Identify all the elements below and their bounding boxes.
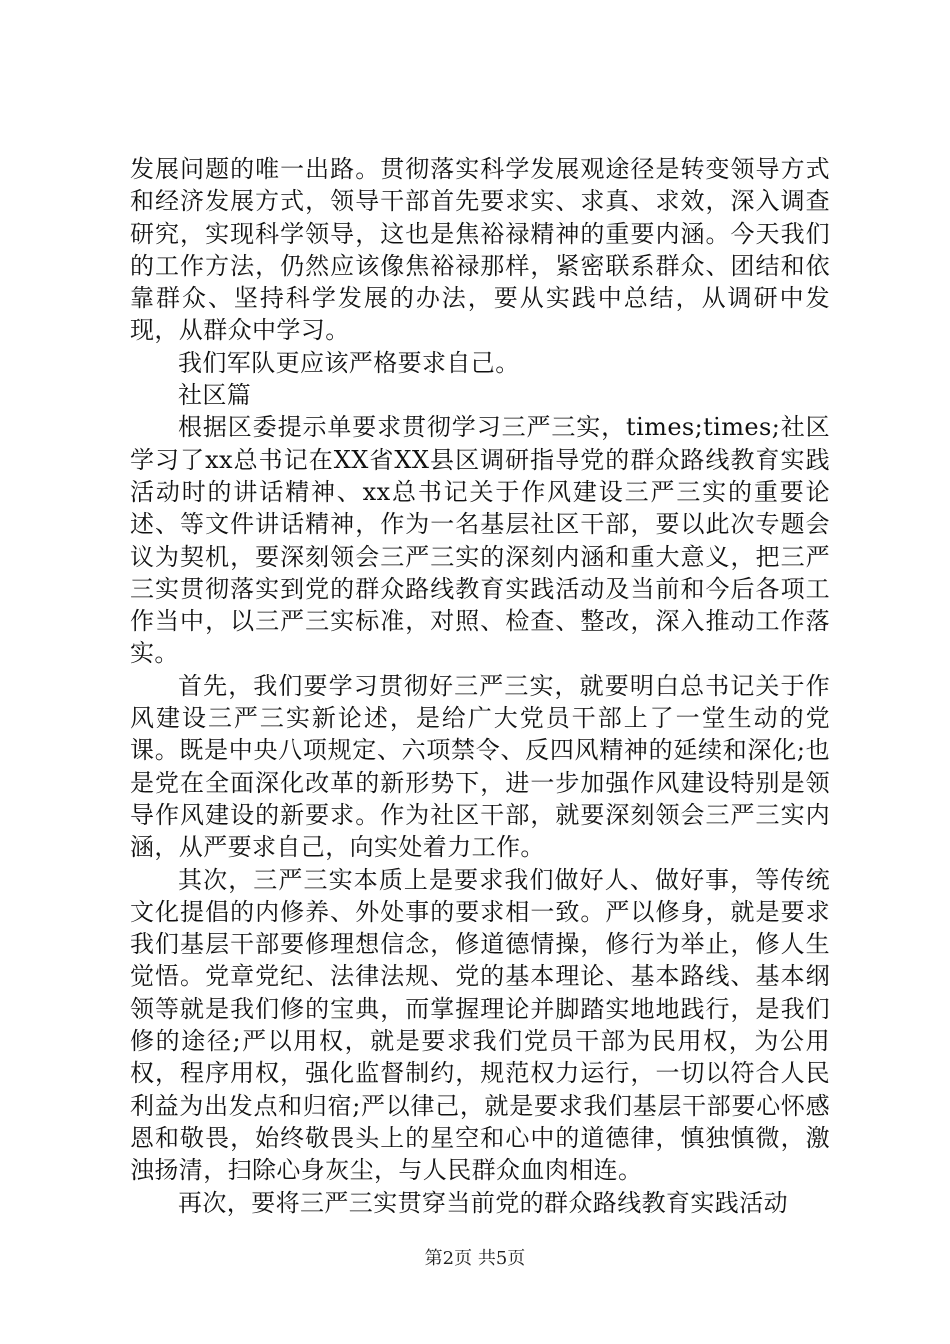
paragraph-6: 其次，三严三实本质上是要求我们做好人、做好事，等传统文化提倡的内修养、外处事的要求相一致。严以修身，就是要求我们基层干部要修理想信念，修道德情操，修行为举止，修人生觉悟。党章党纪、法律法规、党的基本理论、基本路线、基本纲领等就是我们修的宝典，而掌握理论并脚踏实地地践行，是我们修的途径;严以用权，就是要求我们党员干部为民用权，为公用权，程序用权，强化监督制约，规范权力运行，一切以符合人民利益为出发点和归宿;严以律己，就是要求我们基层干部要心怀感恩和敬畏，始终敬畏头上的星空和心中的道德律，慎独慎微，激浊扬清，扫除心身灰尘，与人民群众血肉相连。	[130, 865, 830, 1185]
paragraph-1: 发展问题的唯一出路。贯彻落实科学发展观途径是转变领导方式和经济发展方式，领导干部首先要求实、求真、求效，深入调查研究，实现科学领导，这也是焦裕禄精神的重要内涵。今天我们的工作方法，仍然应该像焦裕禄那样，紧密联系群众、团结和依靠群众、坚持科学发展的办法，要从实践中总结，从调研中发现，从群众中学习。	[130, 155, 830, 345]
paragraph-7: 再次，要将三严三实贯穿当前党的群众路线教育实践活动	[178, 1188, 788, 1217]
paragraph-2: 我们军队更应该严格要求自己。	[178, 348, 520, 377]
page-number-label: 第2页 共5页	[424, 1248, 526, 1269]
section-heading: 社区篇	[178, 381, 252, 410]
page-footer	[0, 1244, 950, 1270]
paragraph-5: 首先，我们要学习贯彻好三严三实，就要明白总书记关于作风建设三严三实新论述，是给广大党员干部上了一堂生动的党课。既是中央八项规定、六项禁令、反四风精神的延续和深化;也是党在全面深化改革的新形势下，进一步加强作风建设特别是领导作风建设的新要求。作为社区干部，就要深刻领会三严三实内涵，从严要求自己，向实处着力工作。	[130, 671, 830, 862]
paragraph-4: 根据区委提示单要求贯彻学习三严三实，times;times;社区学习了xx总书记在XX省XX县区调研指导党的群众路线教育实践活动时的讲话精神、xx总书记关于作风建设三严三实的重要论述、等文件讲话精神，作为一名基层社区干部，要以此次专题会议为契机，要深刻领会三严三实的深刻内涵和重大意义，把三严三实贯彻落实到党的群众路线教育实践活动及当前和今后各项工作当中，以三严三实标准，对照、检查、整改，深入推动工作落实。	[130, 413, 830, 668]
document-body	[130, 153, 830, 1219]
